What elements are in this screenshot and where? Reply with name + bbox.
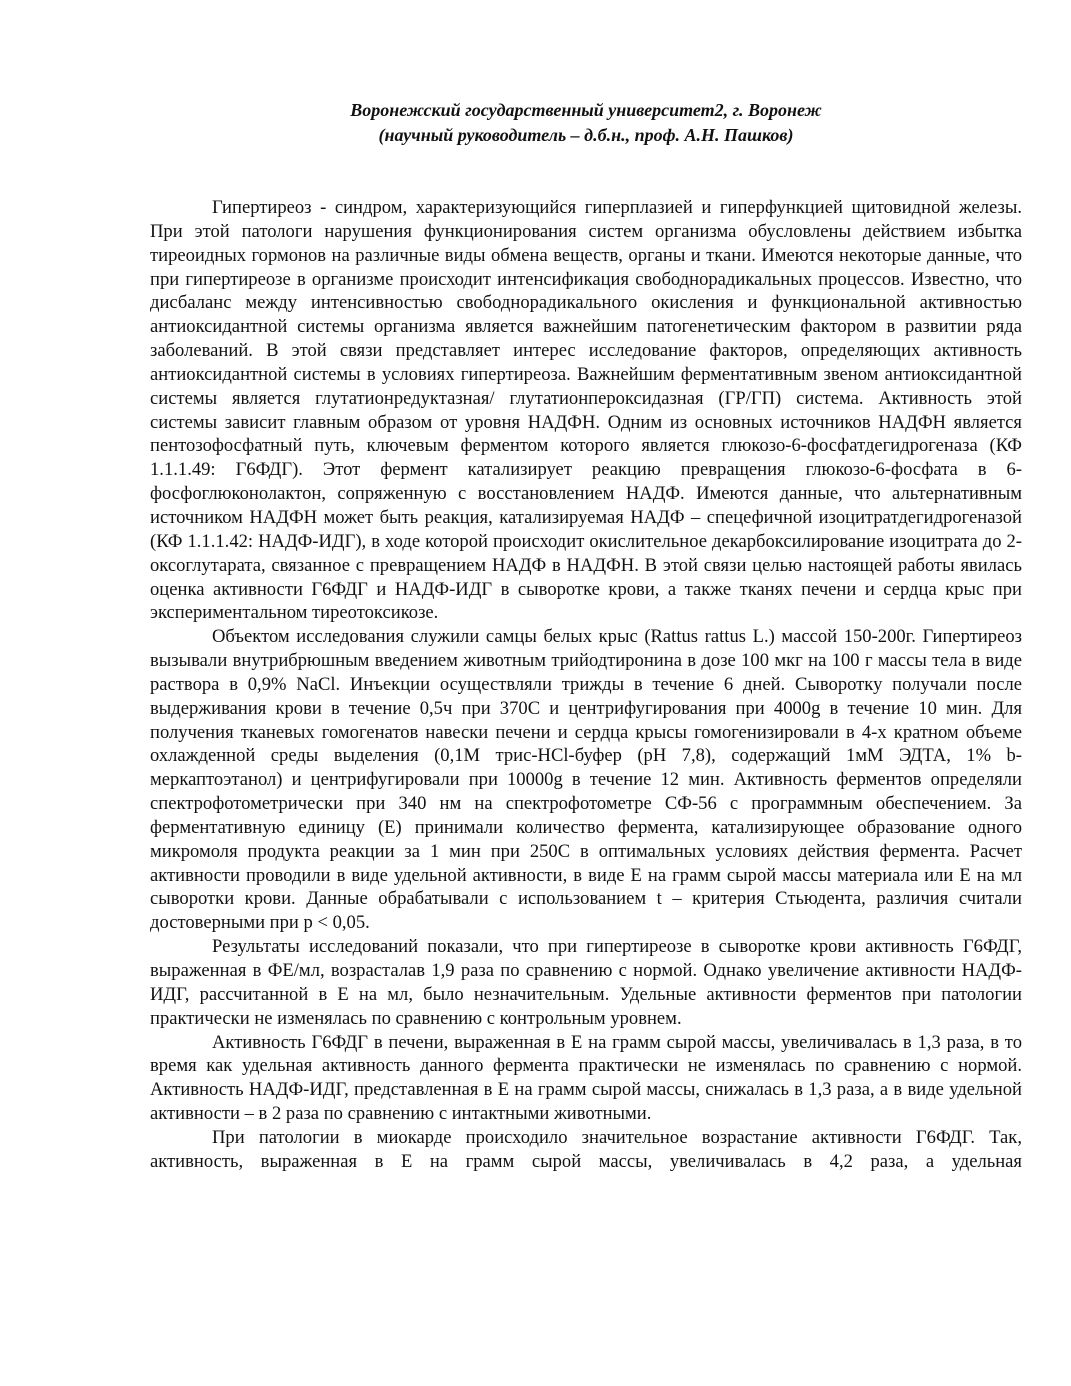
paragraph-methods: Объектом исследования служили самцы белых крыс (Rattus rattus L.) массой 150-200г. Гипертиреоз вызывали внутрибрюшным введением животным трийодтиронина в дозе 100 мкг на 100 г массы тела в виде раствора в 0,9% NaCl. Инъекции осуществляли трижды в течение 6 дней. Сыворотку получали после выдерживания крови в течение 0,5ч при 370С и центрифугирования при 4000g в течение 10 мин. Для получения тканевых гомогенатов навески печени и сердца крысы гомогенизировали в 4-х кратном объеме охлажденной среды выделения (0,1М трис-HCl-буфер (рН 7,8), содержащий 1мМ ЭДТА, 1% b-меркаптоэтанол) и центрифугировали при 10000g в течение 12 мин. Активность ферментов определяли спектрофотометрически при 340 нм на спектрофотометре СФ-56 с программным обеспечением. За ферментативную единицу (Е) принимали количество фермента, катализирующее образование одного микромоля продукта реакции за 1 мин при 250С в оптимальных условиях действия фермента. Расчет активности проводили в виде удельной активности, в виде Е на грамм сырой массы материала или Е на мл сыворотки крови. Данные обрабатывали с использованием t – критерия Стьюдента, различия считали достоверными при p < 0,05. <box>150 626 1022 934</box>
paragraph-liver-results: Активность Г6ФДГ в печени, выраженная в Е на грамм сырой массы, увеличивалась в 1,3 раза, в то время как удельная активность данного фермента практически не изменялась по сравнению с нормой. Активность НАДФ-ИДГ, представленная в Е на грамм сырой массы, снижалась в 1,3 раза, а в виде удельной активности – в 2 раза по сравнению с интактными животными. <box>150 1031 1022 1125</box>
article-body <box>150 196 1022 1174</box>
paragraph-introduction: Гипертиреоз - синдром, характеризующийся гиперплазией и гиперфункцией щитовидной железы. При этой патологи нарушения функционирования систем организма обусловлены действием избытка тиреоидных гормонов на различные виды обмена веществ, органы и ткани. Имеются некоторые данные, что при гипертиреозе в организме происходит интенсификация свободнорадикальных процессов. Известно, что дисбаланс между интенсивностью свободнорадикального окисления и функциональной активностью антиоксидантной системы организма является важнейшим патогенетическим фактором в развитии ряда заболеваний. В этой связи представляет интерес исследование факторов, определяющих активность антиоксидантной системы в условиях гипертиреоза. Важнейшим ферментативным звеном антиоксидантной системы является глутатионредуктазная/ глутатионпероксидазная (ГР/ГП) система. Активность этой системы зависит главным образом от уровня НАДФН. Одним из основных источников НАДФН является пентозофосфатный путь, ключевым ферментом которого является глюкозо-6-фосфатдегидрогеназа (КФ 1.1.1.49: Г6ФДГ). Этот фермент катализирует реакцию превращения глюкозо-6-фосфата в 6-фосфоглюконолактон, сопряженную с восстановлением НАДФ. Имеются данные, что альтернативным источником НАДФН может быть реакция, катализируемая НАДФ – спецефичной изоцитратдегидрогеназой (КФ 1.1.1.42: НАДФ-ИДГ), в ходе которой происходит окислительное декарбоксилирование изоцитрата до 2-оксоглутарата, связанное с превращением НАДФ в НАДФН. В этой связи целью настоящей работы явилась оценка активности Г6ФДГ и НАДФ-ИДГ в сыворотке крови, а также тканях печени и сердца крыс при экспериментальном тиреотоксикозе. <box>150 197 1022 624</box>
affiliation-line-1: Воронежский государственный университет2, г. Воронеж <box>350 100 822 120</box>
document-page <box>150 98 1022 1174</box>
paragraph-heart-results: При патологии в миокарде происходило значительное возрастание активности Г6ФДГ. Так, активность, выраженная в Е на грамм сырой массы, увеличивалась в 4,2 раза, а удельная <box>150 1126 1022 1172</box>
affiliation-line-2: (научный руководитель – д.б.н., проф. А.Н. Пашков) <box>378 125 794 145</box>
paragraph-serum-results: Результаты исследований показали, что при гипертиреозе в сыворотке крови активность Г6ФДГ, выраженная в ФЕ/мл, возрасталав 1,9 раза по сравнению с нормой. Однако увеличение активности НАДФ-ИДГ, рассчитанной в Е на мл, было незначительным. Удельные активности ферментов при патологии практически не изменялась по сравнению с контрольным уровнем. <box>150 936 1022 1029</box>
